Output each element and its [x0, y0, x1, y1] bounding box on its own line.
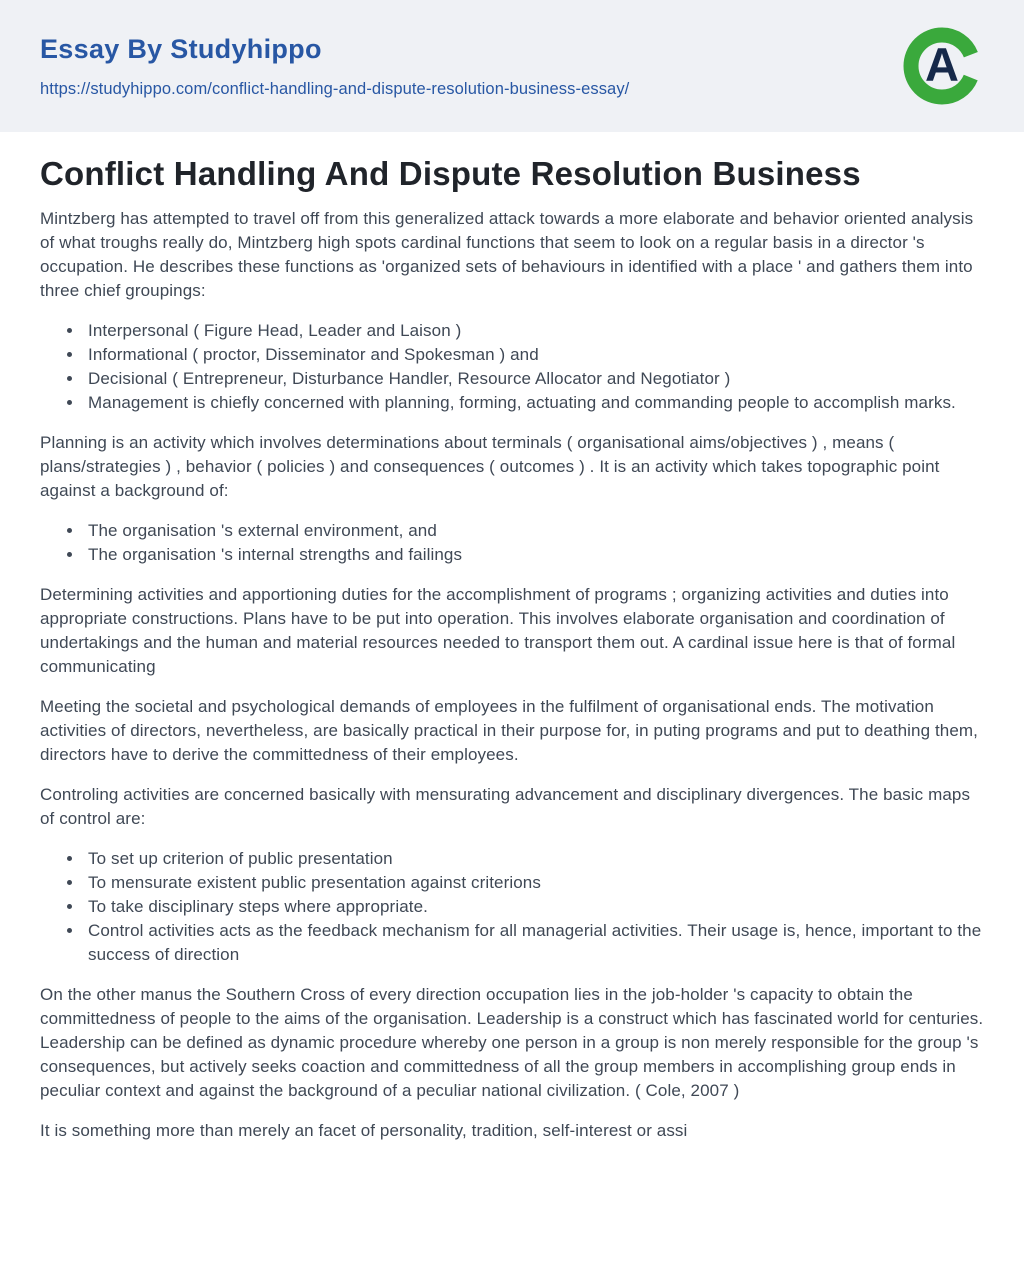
list-item: • To mensurate existent public presentation against criterions [84, 871, 984, 895]
paragraph: It is something more than merely an facet of personality, tradition, self-interest or assi [40, 1121, 688, 1140]
article-title: Conflict Handling And Dispute Resolution Business [40, 155, 861, 192]
site-title: Essay By Studyhippo [40, 33, 322, 64]
paragraph: Meeting the societal and psychological demands of employees in the fulfilment of organisational ends. The motivation activities of directors, nevertheless, are basically practical in their purpose for, in puting programs and put to deathing them, directors have to derive the committedness of their employees. [40, 697, 978, 764]
list-item: • Interpersonal ( Figure Head, Leader and Laison ) [84, 319, 984, 343]
paragraph: Mintzberg has attempted to travel off from this generalized attack towards a more elaborate and behavior oriented analysis of what troughs really do, Mintzberg high spots cardinal functions that seem to look on a regular basis in a director 's occupation. He describes these functions as 'organized sets of behaviours in identified with a place ' and gathers them into three chief groupings: [40, 209, 974, 300]
page-header [0, 0, 1024, 132]
logo-letter: A [925, 38, 959, 91]
bullet-list [40, 319, 984, 415]
bullet-list [40, 847, 984, 967]
list-item: • To set up criterion of public presentation [84, 847, 984, 871]
paragraph: Determining activities and apportioning duties for the accomplishment of programs ; organizing activities and duties into appropriate constructions. Plans have to be put into operation. This involves elaborate organisation and coordination of undertakings and the human and material resources needed to transport them out. A cardinal issue here is that of formal communicating [40, 585, 956, 676]
paragraph: Planning is an activity which involves determinations about terminals ( organisational aims/objectives ) , means ( plans/strategies ) , behavior ( policies ) and consequences ( outcomes ) . It is an activity which takes topographic point against a background of: [40, 433, 940, 500]
list-item: • Management is chiefly concerned with planning, forming, actuating and commanding people to accomplish marks. [84, 391, 984, 415]
list-item: • To take disciplinary steps where appropriate. [84, 895, 984, 919]
bullet-list [40, 519, 984, 567]
studyhippo-logo [902, 26, 982, 106]
article-body [40, 207, 984, 1143]
list-item: • The organisation 's external environment, and [84, 519, 984, 543]
paragraph: On the other manus the Southern Cross of every direction occupation lies in the job-holder 's capacity to obtain the committedness of people to the aims of the organisation. Leadership is a construct which has fascinated world for centuries. Leadership can be defined as dynamic procedure whereby one person in a group is non merely responsible for the group 's consequences, but actively seeks coaction and committedness of all the group members in accomplishing group ends in peculiar context and against the background of a peculiar national civilization. ( Cole, 2007 ) [40, 985, 984, 1100]
article [0, 132, 1024, 1143]
list-item: • The organisation 's internal strengths and failings [84, 543, 984, 567]
list-item: • Control activities acts as the feedback mechanism for all managerial activities. Their usage is, hence, important to the success of direction [84, 919, 984, 967]
header-text [40, 34, 629, 99]
list-item: • Decisional ( Entrepreneur, Disturbance Handler, Resource Allocator and Negotiator ) [84, 367, 984, 391]
paragraph: Controling activities are concerned basically with mensurating advancement and disciplinary divergences. The basic maps of control are: [40, 785, 971, 828]
logo-graphic [902, 26, 982, 106]
source-url-link[interactable]: https://studyhippo.com/conflict-handling-and-dispute-resolution-business-essay/ [40, 79, 630, 98]
list-item: • Informational ( proctor, Disseminator and Spokesman ) and [84, 343, 984, 367]
